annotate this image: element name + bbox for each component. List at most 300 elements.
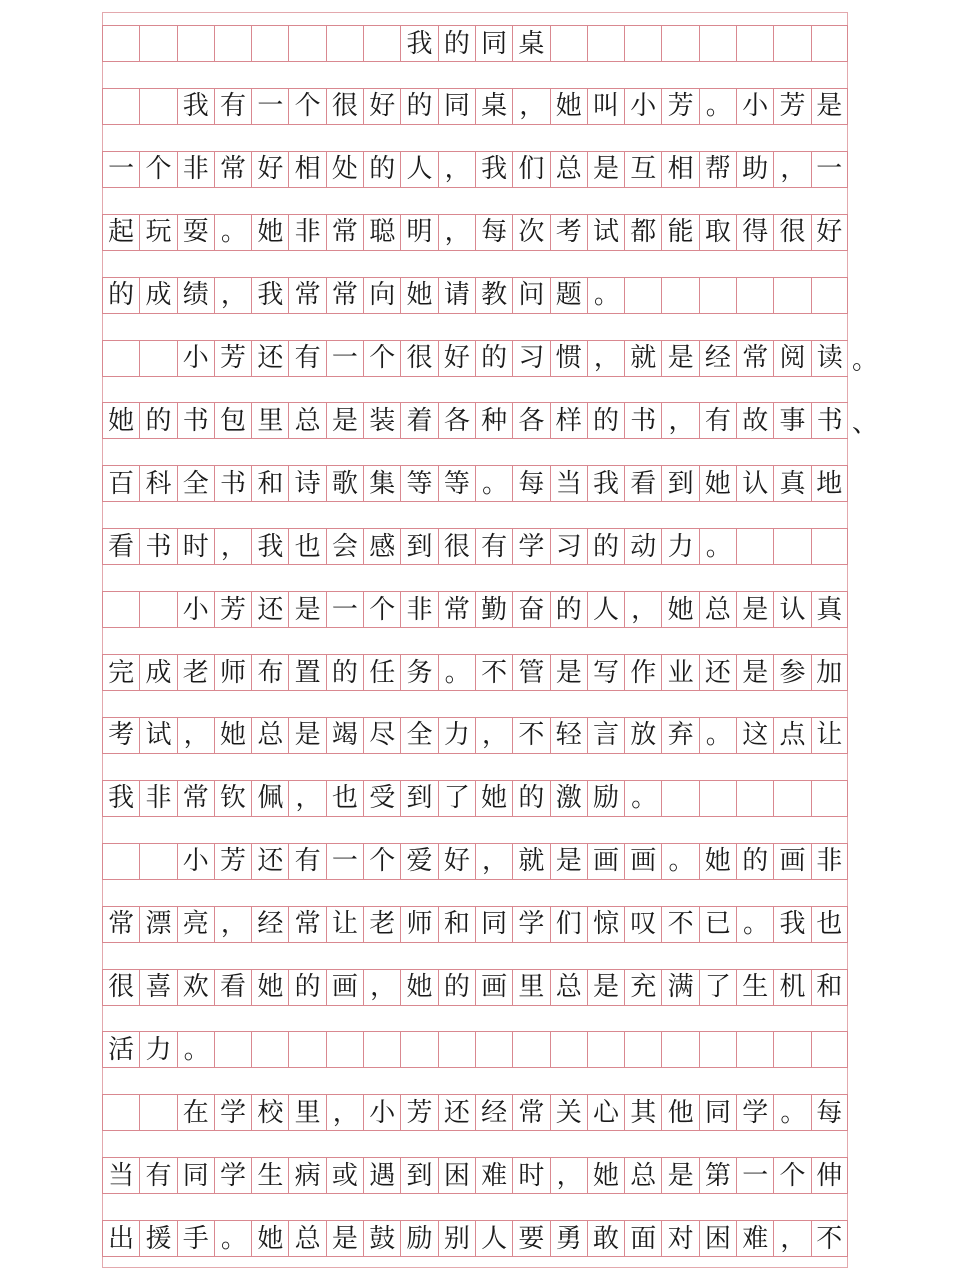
grid-cell-char: 试: [587, 215, 624, 250]
text-row: [102, 654, 848, 691]
grid-cell-char: 业: [661, 655, 698, 690]
grid-cell-empty: [438, 1032, 475, 1067]
grid-cell-char: 到: [400, 529, 437, 564]
grid-cell-empty: [773, 1032, 810, 1067]
grid-cell-char: 是: [288, 718, 325, 753]
grid-cell-char: 个: [773, 1158, 810, 1193]
grid-cell-char: 相: [661, 152, 698, 187]
grid-cell-empty: [512, 1032, 549, 1067]
grid-cell-char: 师: [400, 907, 437, 942]
text-row: [102, 402, 879, 439]
grid-cell-empty: [177, 26, 214, 61]
grid-cell-char: 勇: [550, 1221, 587, 1256]
grid-cell-char: 加: [811, 655, 848, 690]
grid-cell-char: 是: [661, 1158, 698, 1193]
grid-cell-char: 常: [326, 215, 363, 250]
grid-cell-char: 向: [363, 278, 400, 313]
grid-cell-char: 校: [251, 1095, 288, 1130]
grid-cell-char: 相: [288, 152, 325, 187]
grid-cell-char: 有: [288, 341, 325, 376]
grid-cell-char: 作: [624, 655, 661, 690]
grid-cell-char: 励: [587, 781, 624, 816]
grid-cell-char: 总: [251, 718, 288, 753]
grid-cell-char: 机: [773, 970, 810, 1005]
grid-cell-char: 得: [736, 215, 773, 250]
grid-cell-char: 我: [587, 466, 624, 501]
grid-cell-char: 就: [624, 341, 661, 376]
grid-cell-char: 出: [102, 1221, 139, 1256]
grid-cell-char: 。: [475, 466, 512, 501]
grid-cell-char: 芳: [773, 89, 810, 124]
grid-cell-char: 困: [699, 1221, 736, 1256]
grid-cell-char: 请: [438, 278, 475, 313]
grid-cell-empty: [736, 1032, 773, 1067]
grid-cell-empty: [288, 26, 325, 61]
grid-cell-char: 手: [177, 1221, 214, 1256]
grid-cell-char: 书: [139, 529, 176, 564]
grid-cell-char: 画: [475, 970, 512, 1005]
grid-cell-empty: [699, 278, 736, 313]
grid-cell-char: 阅: [773, 341, 810, 376]
grid-cell-char: 也: [288, 529, 325, 564]
grid-cell-char: 同: [475, 26, 512, 61]
grid-cell-char: 佩: [251, 781, 288, 816]
grid-cell-char: 种: [475, 403, 512, 438]
grid-cell-char: 每: [512, 466, 549, 501]
grid-cell-char: 诗: [288, 466, 325, 501]
grid-cell-char: 是: [550, 844, 587, 879]
grid-cell-char: 这: [736, 718, 773, 753]
grid-cell-char: ，: [512, 89, 549, 124]
grid-cell-char: 老: [177, 655, 214, 690]
title-row: [102, 25, 848, 62]
grid-cell-char: 桌: [475, 89, 512, 124]
grid-cell-char: 我: [177, 89, 214, 124]
text-row: [102, 969, 848, 1006]
grid-cell-empty: [251, 26, 288, 61]
grid-cell-char: 耍: [177, 215, 214, 250]
grid-cell-empty: [102, 341, 139, 376]
grid-cell-char: 的: [512, 781, 549, 816]
grid-cell-char: 看: [214, 970, 251, 1005]
grid-cell-char: 同: [177, 1158, 214, 1193]
grid-cell-char: 不: [512, 718, 549, 753]
grid-cell-char: 全: [400, 718, 437, 753]
grid-cell-char: 我: [102, 781, 139, 816]
grid-cell-char: 总: [288, 403, 325, 438]
grid-cell-char: 。: [177, 1032, 214, 1067]
grid-cell-char: 画: [624, 844, 661, 879]
grid-cell-char: 都: [624, 215, 661, 250]
grid-cell-char: 她: [251, 1221, 288, 1256]
grid-cell-char: 有: [214, 89, 251, 124]
grid-cell-empty: [102, 26, 139, 61]
grid-cell-char: 的: [736, 844, 773, 879]
grid-cell-empty: [363, 1032, 400, 1067]
grid-cell-char: 常: [288, 907, 325, 942]
text-row: [102, 277, 848, 314]
grid-cell-empty: [102, 1095, 139, 1130]
grid-cell-char: 很: [102, 970, 139, 1005]
grid-cell-char: 各: [438, 403, 475, 438]
grid-cell-char: 真: [773, 466, 810, 501]
grid-cell-char: ，: [587, 341, 624, 376]
grid-cell-char: 非: [811, 844, 848, 879]
grid-cell-char: ，: [438, 215, 475, 250]
grid-cell-char: 非: [177, 152, 214, 187]
grid-cell-char: 芳: [214, 341, 251, 376]
overflow-punctuation: 。: [852, 345, 879, 376]
text-row: [102, 717, 848, 754]
grid-cell-char: 。: [773, 1095, 810, 1130]
grid-cell-char: 一: [102, 152, 139, 187]
grid-cell-char: 同: [475, 907, 512, 942]
grid-cell-char: 受: [363, 781, 400, 816]
grid-cell-char: 有: [288, 844, 325, 879]
grid-cell-char: 常: [214, 152, 251, 187]
grid-cell-char: 人: [400, 152, 437, 187]
grid-cell-char: 一: [811, 152, 848, 187]
grid-cell-char: 漂: [139, 907, 176, 942]
grid-cell-char: 常: [102, 907, 139, 942]
grid-cell-char: 很: [773, 215, 810, 250]
grid-cell-char: 问: [512, 278, 549, 313]
grid-cell-char: 放: [624, 718, 661, 753]
grid-cell-char: 很: [438, 529, 475, 564]
grid-cell-char: 已: [699, 907, 736, 942]
grid-cell-char: 写: [587, 655, 624, 690]
grid-cell-char: 处: [326, 152, 363, 187]
grid-cell-char: 试: [139, 718, 176, 753]
grid-cell-char: 常: [512, 1095, 549, 1130]
grid-cell-char: 她: [587, 1158, 624, 1193]
grid-cell-char: 援: [139, 1221, 176, 1256]
grid-cell-char: 她: [475, 781, 512, 816]
text-row: [102, 528, 848, 565]
grid-cell-char: 力: [661, 529, 698, 564]
grid-cell-char: ，: [214, 529, 251, 564]
grid-paper: [102, 12, 848, 1268]
grid-cell-char: 里: [251, 403, 288, 438]
grid-cell-empty: [400, 1032, 437, 1067]
grid-cell-char: 她: [251, 215, 288, 250]
grid-cell-char: 奋: [512, 592, 549, 627]
grid-cell-char: 我: [475, 152, 512, 187]
grid-cell-char: 画: [773, 844, 810, 879]
grid-cell-char: 样: [550, 403, 587, 438]
grid-cell-char: 互: [624, 152, 661, 187]
grid-cell-char: 好: [363, 89, 400, 124]
grid-cell-char: 的: [102, 278, 139, 313]
grid-cell-char: 。: [661, 844, 698, 879]
grid-cell-char: 一: [326, 844, 363, 879]
grid-cell-empty: [624, 26, 661, 61]
grid-cell-empty: [475, 1032, 512, 1067]
grid-cell-char: 。: [736, 907, 773, 942]
grid-cell-char: 小: [736, 89, 773, 124]
grid-cell-empty: [773, 278, 810, 313]
grid-cell-empty: [811, 1032, 848, 1067]
grid-cell-char: 的: [400, 89, 437, 124]
grid-cell-char: 有: [699, 403, 736, 438]
grid-cell-char: 个: [363, 592, 400, 627]
text-row: [102, 151, 848, 188]
grid-cell-empty: [699, 781, 736, 816]
grid-cell-char: 我: [251, 529, 288, 564]
grid-cell-empty: [326, 26, 363, 61]
grid-cell-char: 置: [288, 655, 325, 690]
grid-cell-char: 竭: [326, 718, 363, 753]
grid-cell-char: 我: [251, 278, 288, 313]
grid-cell-char: 个: [363, 341, 400, 376]
text-row: [102, 780, 848, 817]
grid-cell-char: 充: [624, 970, 661, 1005]
grid-cell-empty: [661, 278, 698, 313]
grid-cell-char: 起: [102, 215, 139, 250]
grid-cell-char: 事: [773, 403, 810, 438]
grid-cell-char: 敢: [587, 1221, 624, 1256]
grid-cell-empty: [661, 781, 698, 816]
grid-cell-empty: [773, 26, 810, 61]
grid-cell-char: 歌: [326, 466, 363, 501]
grid-cell-char: 完: [102, 655, 139, 690]
grid-cell-char: 总: [699, 592, 736, 627]
grid-cell-char: 题: [550, 278, 587, 313]
grid-cell-char: 她: [550, 89, 587, 124]
grid-cell-char: 和: [811, 970, 848, 1005]
grid-cell-empty: [699, 1032, 736, 1067]
grid-cell-char: 芳: [661, 89, 698, 124]
grid-cell-char: 经: [699, 341, 736, 376]
grid-cell-char: 个: [363, 844, 400, 879]
grid-cell-char: 习: [512, 341, 549, 376]
grid-cell-empty: [102, 592, 139, 627]
text-row: [102, 340, 879, 377]
grid-cell-char: 困: [438, 1158, 475, 1193]
grid-cell-char: 常: [177, 781, 214, 816]
grid-cell-char: 人: [587, 592, 624, 627]
grid-cell-char: 认: [736, 466, 773, 501]
grid-cell-char: 成: [139, 655, 176, 690]
grid-cell-char: 小: [177, 592, 214, 627]
grid-cell-char: 励: [400, 1221, 437, 1256]
grid-cell-char: 还: [699, 655, 736, 690]
grid-cell-char: 真: [811, 592, 848, 627]
grid-cell-char: 的: [438, 970, 475, 1005]
grid-cell-char: 欢: [177, 970, 214, 1005]
grid-cell-char: 一: [251, 89, 288, 124]
grid-cell-char: 我: [773, 907, 810, 942]
grid-cell-char: 教: [475, 278, 512, 313]
grid-cell-char: 不: [661, 907, 698, 942]
grid-cell-empty: [326, 1032, 363, 1067]
grid-cell-char: 弃: [661, 718, 698, 753]
grid-cell-char: 百: [102, 466, 139, 501]
grid-cell-char: 里: [512, 970, 549, 1005]
grid-cell-char: 活: [102, 1032, 139, 1067]
grid-cell-char: 面: [624, 1221, 661, 1256]
grid-cell-char: 点: [773, 718, 810, 753]
text-row: [102, 1094, 848, 1131]
grid-cell-char: 好: [251, 152, 288, 187]
grid-cell-char: 。: [699, 529, 736, 564]
grid-cell-char: 一: [326, 592, 363, 627]
grid-cell-char: 遇: [363, 1158, 400, 1193]
grid-cell-char: 每: [811, 1095, 848, 1130]
grid-cell-char: 里: [288, 1095, 325, 1130]
grid-cell-char: 的: [288, 970, 325, 1005]
grid-cell-char: 到: [661, 466, 698, 501]
grid-cell-char: 芳: [214, 592, 251, 627]
grid-cell-char: 书: [214, 466, 251, 501]
grid-cell-empty: [139, 844, 176, 879]
grid-cell-char: 总: [550, 152, 587, 187]
grid-cell-char: 第: [699, 1158, 736, 1193]
grid-cell-char: 等: [400, 466, 437, 501]
grid-cell-char: 聪: [363, 215, 400, 250]
grid-cell-char: 的: [550, 592, 587, 627]
grid-cell-char: 的: [363, 152, 400, 187]
grid-cell-char: 经: [475, 1095, 512, 1130]
text-row: [102, 1031, 848, 1068]
grid-cell-char: 关: [550, 1095, 587, 1130]
grid-cell-char: 是: [587, 152, 624, 187]
grid-cell-char: 取: [699, 215, 736, 250]
grid-cell-char: 惊: [587, 907, 624, 942]
grid-cell-empty: [251, 1032, 288, 1067]
text-row: [102, 591, 848, 628]
grid-cell-char: 认: [773, 592, 810, 627]
grid-cell-char: 是: [736, 655, 773, 690]
grid-cell-empty: [102, 844, 139, 879]
grid-cell-char: 她: [214, 718, 251, 753]
grid-cell-empty: [214, 1032, 251, 1067]
grid-cell-char: 病: [288, 1158, 325, 1193]
grid-cell-empty: [811, 26, 848, 61]
grid-cell-char: 总: [288, 1221, 325, 1256]
grid-cell-char: 非: [139, 781, 176, 816]
grid-cell-char: 也: [326, 781, 363, 816]
grid-cell-char: 看: [624, 466, 661, 501]
grid-cell-char: 力: [139, 1032, 176, 1067]
grid-cell-char: 有: [475, 529, 512, 564]
grid-cell-char: 们: [550, 907, 587, 942]
grid-cell-char: 也: [811, 907, 848, 942]
grid-cell-char: 学: [736, 1095, 773, 1130]
grid-cell-char: 助: [736, 152, 773, 187]
grid-cell-char: 时: [512, 1158, 549, 1193]
grid-cell-char: 或: [326, 1158, 363, 1193]
grid-cell-char: 画: [326, 970, 363, 1005]
grid-cell-char: 常: [326, 278, 363, 313]
grid-cell-char: 她: [251, 970, 288, 1005]
text-row: [102, 88, 848, 125]
grid-cell-char: 的: [139, 403, 176, 438]
grid-cell-char: 到: [400, 781, 437, 816]
grid-cell-char: 常: [438, 592, 475, 627]
grid-cell-char: 爱: [400, 844, 437, 879]
grid-cell-char: 考: [550, 215, 587, 250]
grid-cell-char: 生: [736, 970, 773, 1005]
grid-cell-char: 。: [624, 781, 661, 816]
grid-cell-char: ，: [773, 1221, 810, 1256]
grid-cell-char: 帮: [699, 152, 736, 187]
grid-cell-char: 是: [326, 1221, 363, 1256]
grid-cell-empty: [811, 278, 848, 313]
grid-cell-char: 不: [475, 655, 512, 690]
grid-cell-empty: [736, 26, 773, 61]
grid-cell-empty: [363, 26, 400, 61]
grid-cell-char: 惯: [550, 341, 587, 376]
grid-cell-char: 一: [326, 341, 363, 376]
grid-cell-char: 我: [400, 26, 437, 61]
grid-cell-char: 是: [736, 592, 773, 627]
grid-cell-empty: [214, 26, 251, 61]
grid-cell-char: 学: [512, 529, 549, 564]
grid-cell-empty: [736, 781, 773, 816]
grid-cell-char: 。: [214, 1221, 251, 1256]
grid-cell-char: 一: [736, 1158, 773, 1193]
grid-cell-char: 难: [475, 1158, 512, 1193]
grid-cell-empty: [624, 278, 661, 313]
grid-cell-char: 同: [438, 89, 475, 124]
grid-cell-char: 难: [736, 1221, 773, 1256]
grid-cell-char: ，: [438, 152, 475, 187]
grid-cell-empty: [587, 1032, 624, 1067]
grid-cell-empty: [661, 1032, 698, 1067]
grid-cell-char: 动: [624, 529, 661, 564]
grid-cell-char: 总: [550, 970, 587, 1005]
grid-cell-char: 经: [251, 907, 288, 942]
grid-cell-char: 还: [251, 341, 288, 376]
grid-cell-char: 。: [699, 89, 736, 124]
grid-cell-char: 轻: [550, 718, 587, 753]
grid-cell-char: 明: [400, 215, 437, 250]
grid-cell-char: ，: [773, 152, 810, 187]
grid-cell-char: 了: [438, 781, 475, 816]
grid-cell-char: 让: [811, 718, 848, 753]
grid-cell-char: ，: [288, 781, 325, 816]
grid-cell-empty: [550, 26, 587, 61]
grid-cell-empty: [139, 341, 176, 376]
grid-cell-char: 亮: [177, 907, 214, 942]
grid-cell-char: 不: [811, 1221, 848, 1256]
grid-cell-char: 个: [139, 152, 176, 187]
grid-cell-char: 的: [438, 26, 475, 61]
grid-cell-char: 心: [587, 1095, 624, 1130]
grid-cell-char: 的: [326, 655, 363, 690]
grid-cell-char: 是: [288, 592, 325, 627]
grid-cell-char: 还: [438, 1095, 475, 1130]
grid-cell-char: 全: [177, 466, 214, 501]
grid-cell-empty: [288, 1032, 325, 1067]
grid-cell-char: 书: [811, 403, 848, 438]
grid-cell-char: 考: [102, 718, 139, 753]
grid-cell-char: 非: [288, 215, 325, 250]
grid-cell-char: 能: [661, 215, 698, 250]
grid-cell-char: 看: [102, 529, 139, 564]
grid-cell-char: 她: [661, 592, 698, 627]
grid-cell-char: ，: [475, 718, 512, 753]
grid-cell-char: 鼓: [363, 1221, 400, 1256]
grid-cell-char: 喜: [139, 970, 176, 1005]
grid-cell-char: 其: [624, 1095, 661, 1130]
grid-cell-char: 的: [587, 529, 624, 564]
grid-cell-char: ，: [326, 1095, 363, 1130]
grid-cell-empty: [699, 26, 736, 61]
grid-cell-empty: [773, 781, 810, 816]
grid-cell-char: 等: [438, 466, 475, 501]
